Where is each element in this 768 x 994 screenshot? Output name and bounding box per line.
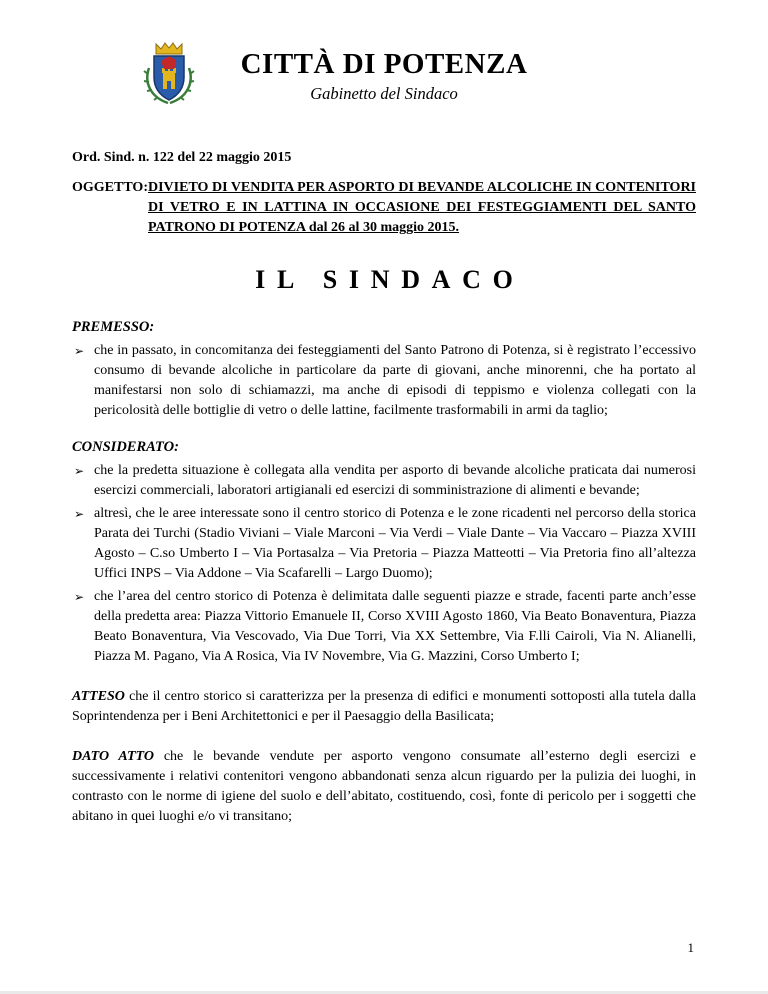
arrow-bullet-icon: ➢ (74, 590, 85, 605)
list-item-text: che la predetta situazione è collegata alla vendita per asporto di bevande alcoliche praticata dai numerosi esercizi commerciali, laboratori artigianali ed esercizi di somministrazione di alimenti e bevande; (94, 463, 696, 499)
atteso-lead: ATTESO (72, 689, 125, 705)
list-item-text: altresì, che le aree interessate sono il centro storico di Potenza e le zone ricadenti nel percorso della storica Parata dei Turchi (Stadio Viviani – Viale Marconi – Via Verdi – Viale Dante – Via Vaccaro – Piazza XVIII Agosto – C.so Umberto I – Via Portasalza – Via Pretoria – Piazza Matteotti – Via Pretoria fino all’altezza Uffici INPS – Via Addone – Via Scafarelli – Largo Duomo); (94, 506, 696, 582)
dato-atto-lead: DATO ATTO (72, 749, 154, 765)
ordinance-reference: Ord. Sind. n. 122 del 22 maggio 2015 (72, 150, 292, 165)
section-label-considerato: CONSIDERATO: (72, 439, 179, 456)
page-number: 1 (687, 940, 694, 955)
potenza-coat-of-arms-icon (142, 40, 196, 106)
subject-label: OGGETTO: (72, 180, 148, 195)
atteso-text: che il centro storico si caratterizza per la presenza di edifici e monumenti sottoposti alla tutela dalla Soprintendenza per i Beni Architettonici e per il Paesaggio della Basilicata; (72, 689, 697, 725)
list-item-text: che in passato, in concomitanza dei festeggiamenti del Santo Patrono di Potenza, si è registrato l’eccessivo consumo di bevande alcoliche in particolare da parte di giovani, anche minorenni, che ha portato al manifestarsi non solo di schiamazzi, ma anche di episodi di teppismo e violenza collegati con la pericolosità delle bottiglie di vetro o delle lattine, facilmente trasformabili in armi da taglio; (94, 343, 696, 419)
list-item-considerato-2 (72, 504, 696, 584)
atteso-paragraph (72, 687, 696, 727)
section-label-premesso: PREMESSO: (72, 319, 155, 336)
arrow-bullet-icon: ➢ (74, 507, 85, 522)
list-item-text: che l’area del centro storico di Potenza è delimitata dalle seguenti piazze e strade, facenti parte anch’esse della predetta area: Piazza Vittorio Emanuele II, Corso XVIII Agosto 1860, Via Beato Bonaventura, Piazza Beato Bonaventura, Via Vescovado, Via Due Torri, Via XX Settembre, Via F.lli Cairoli, Via N. Alianelli, Piazza M. Pagano, Via A Rosica, Via IV Novembre, Via G. Mazzini, Corso Umberto I; (94, 589, 696, 665)
main-heading-il-sindaco: IL SINDACO (255, 265, 525, 294)
dato-atto-text: che le bevande vendute per asporto vengono consumate all’esterno degli esercizi e successivamente i relativi contenitori vengono abbandonati senza alcun riguardo per la pulizia dei luoghi, in contrasto con le norme di igiene del suolo e dell’abitato, costituendo, così, fonte di pericolo per i soggetti che abitano in quei luoghi e/o vi transitano; (72, 749, 697, 825)
office-subtitle: Gabinetto del Sindaco (310, 84, 458, 104)
list-item-considerato-3 (72, 587, 696, 667)
city-title: CITTÀ DI POTENZA (240, 48, 528, 80)
arrow-bullet-icon: ➢ (74, 464, 85, 479)
dato-atto-paragraph (72, 747, 696, 827)
list-item-premesso-1 (72, 341, 696, 421)
document-header (72, 40, 696, 124)
subject-text: DIVIETO DI VENDITA PER ASPORTO DI BEVANDE ALCOLICHE IN CONTENITORI DI VETRO E IN LATTINA IN OCCASIONE DEI FESTEGGIAMENTI DEL SANTO PATRONO DI POTENZA dal 26 al 30 maggio 2015. (148, 180, 696, 235)
list-item-considerato-1 (72, 461, 696, 501)
arrow-bullet-icon: ➢ (74, 344, 85, 359)
subject-block (72, 178, 696, 238)
